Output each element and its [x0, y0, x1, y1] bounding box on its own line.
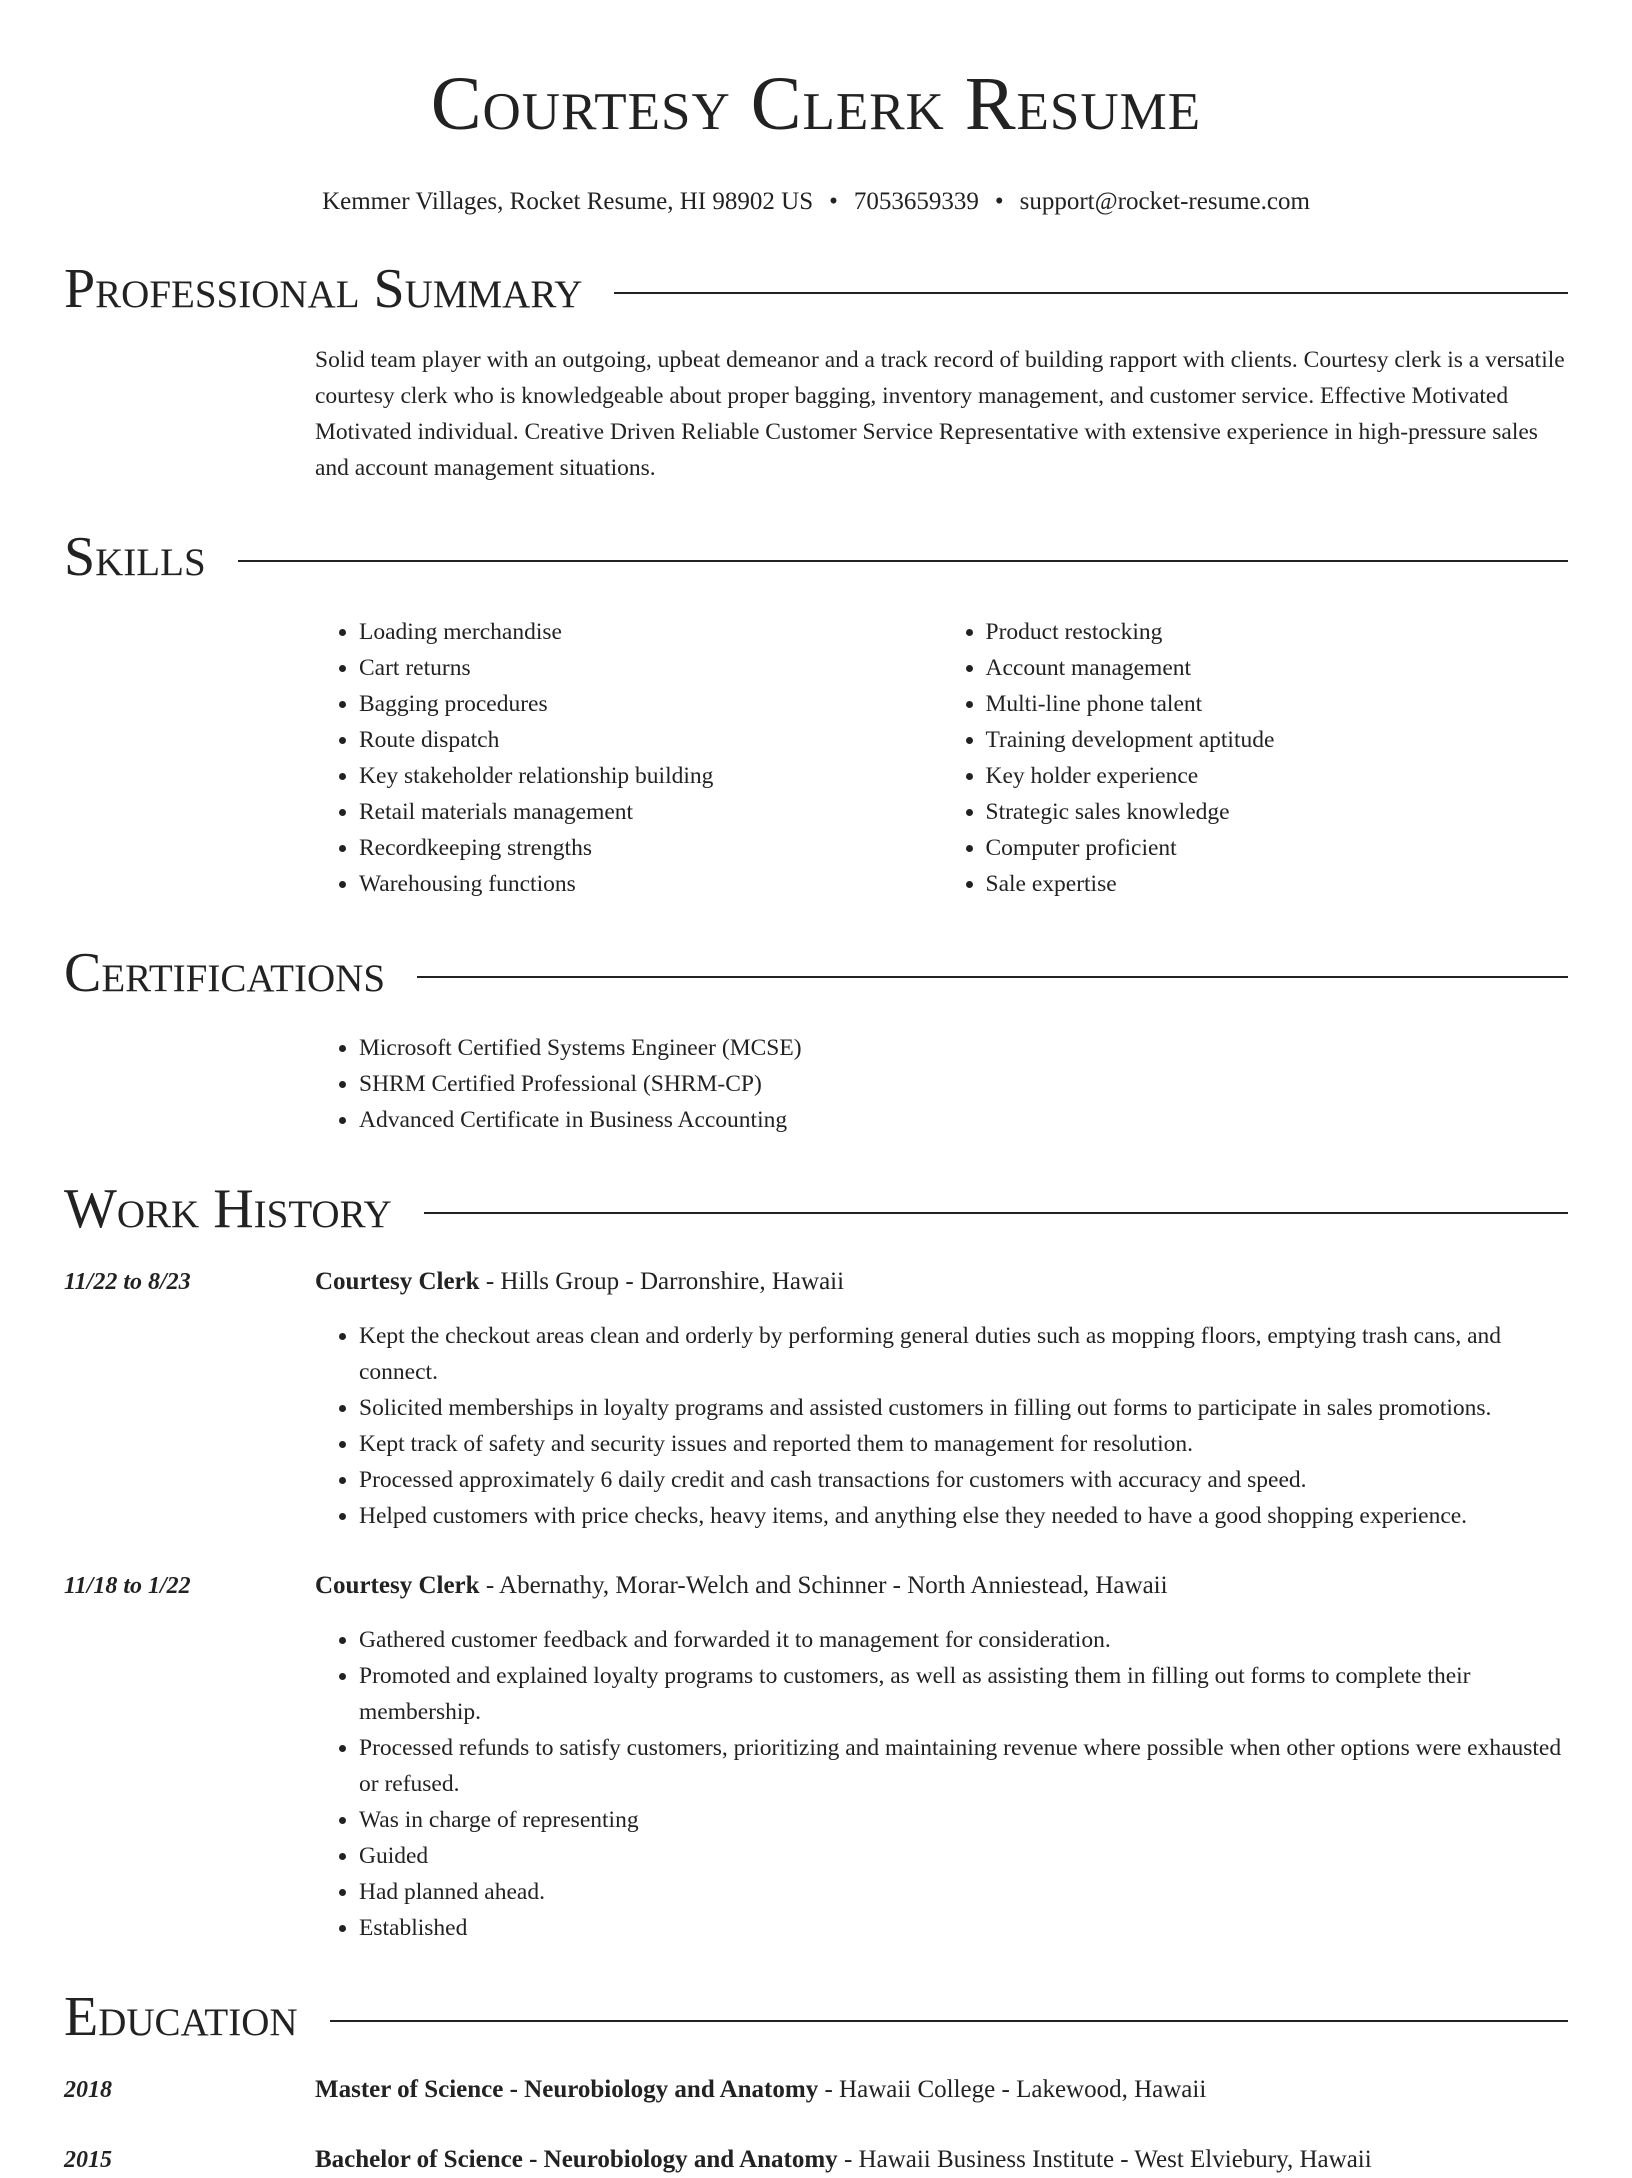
- education-row: [64, 2142, 1568, 2178]
- job-title: Courtesy Clerk: [315, 1268, 480, 1295]
- job-title: Courtesy Clerk: [315, 1572, 480, 1599]
- education-line: [315, 2072, 1206, 2108]
- job-duties-list: [315, 1318, 1568, 1534]
- job-duty-item: • Kept the checkout areas clean and orderly by performing general duties such as mopping floors, emptying trash cans, and connect.: [359, 1318, 1568, 1390]
- job-header: [64, 1264, 1568, 1300]
- contact-phone: 7053659339: [853, 188, 979, 215]
- contact-separator: •: [829, 188, 838, 215]
- skill-item: • Account management: [986, 650, 1569, 686]
- contact-line: [64, 186, 1568, 218]
- certification-item: • Microsoft Certified Systems Engineer (MCSE): [359, 1030, 1568, 1066]
- job-duty-item: • Processed refunds to satisfy customers, prioritizing and maintaining revenue where possible when other options were exhausted or refused.: [359, 1730, 1568, 1802]
- education-year: 2015: [64, 2147, 112, 2173]
- education-line: [315, 2142, 1372, 2178]
- education-row: [64, 2072, 1568, 2108]
- job-employer: - Abernathy, Morar-Welch and Schinner - North Anniestead, Hawaii: [479, 1572, 1168, 1599]
- job-dates: 11/18 to 1/22: [64, 1573, 191, 1599]
- skill-item: • Strategic sales knowledge: [986, 794, 1569, 830]
- skills-list-right: [942, 614, 1569, 902]
- section-divider: [330, 2020, 1568, 2022]
- skill-item: • Key stakeholder relationship building: [359, 758, 942, 794]
- skill-item: • Retail materials management: [359, 794, 942, 830]
- job-title-line: [315, 1568, 1168, 1604]
- skill-item: • Warehousing functions: [359, 866, 942, 902]
- skill-item: • Route dispatch: [359, 722, 942, 758]
- job-title-line: [315, 1264, 844, 1300]
- work-history-section-header: [64, 1174, 1568, 1244]
- skill-item: • Loading merchandise: [359, 614, 942, 650]
- education-school: - Hawaii Business Institute - West Elviebury, Hawaii: [837, 2146, 1372, 2173]
- job-duty-item: • Guided: [359, 1838, 1568, 1874]
- job-dates: 11/22 to 8/23: [64, 1269, 191, 1295]
- contact-separator: •: [994, 188, 1004, 215]
- education-school: - Hawaii College - Lakewood, Hawaii: [818, 2076, 1207, 2103]
- job-duty-item: • Was in charge of representing: [359, 1802, 1568, 1838]
- job-duties: [315, 1622, 1568, 1946]
- job-duty-item: • Promoted and explained loyalty programs to customers, as well as assisting them in filling out forms to complete their membership.: [359, 1658, 1568, 1730]
- skill-item: • Sale expertise: [986, 866, 1569, 902]
- section-divider: [614, 292, 1568, 294]
- education-body: [64, 2072, 1568, 2178]
- skills-heading: Skills: [64, 526, 206, 588]
- job-duties: [315, 1318, 1568, 1534]
- certifications-body: [315, 1030, 1568, 1138]
- education-heading: Education: [64, 1986, 298, 2048]
- work-history-heading: Work History: [64, 1178, 392, 1240]
- job-duty-item: • Had planned ahead.: [359, 1874, 1568, 1910]
- certifications-heading: Certifications: [64, 942, 386, 1004]
- job-duty-item: • Gathered customer feedback and forwarded it to management for consideration.: [359, 1622, 1568, 1658]
- skill-item: • Recordkeeping strengths: [359, 830, 942, 866]
- skill-item: • Product restocking: [986, 614, 1569, 650]
- section-divider: [417, 976, 1568, 978]
- job-duty-item: • Kept track of safety and security issues and reported them to management for resolution.: [359, 1426, 1568, 1462]
- skill-item: • Bagging procedures: [359, 686, 942, 722]
- certifications-list: [315, 1030, 1568, 1138]
- skill-item: • Key holder experience: [986, 758, 1569, 794]
- job-duty-item: • Established: [359, 1910, 1568, 1946]
- job-header: [64, 1568, 1568, 1604]
- skill-item: • Cart returns: [359, 650, 942, 686]
- job-duties-list: [315, 1622, 1568, 1946]
- skills-columns: [315, 614, 1568, 902]
- job-entry: [64, 1568, 1568, 1946]
- job-duty-item: • Helped customers with price checks, heavy items, and anything else they needed to have a good shopping experience.: [359, 1498, 1568, 1534]
- section-divider: [238, 560, 1568, 562]
- contact-address: Kemmer Villages, Rocket Resume, HI 98902 US: [322, 188, 814, 215]
- job-duty-item: • Solicited memberships in loyalty programs and assisted customers in filling out forms to participate in sales promotions.: [359, 1390, 1568, 1426]
- job-employer: - Hills Group - Darronshire, Hawaii: [479, 1268, 845, 1295]
- skills-section-header: [64, 522, 1568, 592]
- certification-item: • Advanced Certificate in Business Accounting: [359, 1102, 1568, 1138]
- summary-text: Solid team player with an outgoing, upbeat demeanor and a track record of building rapport with clients. Courtesy clerk is a versatile courtesy clerk who is knowledgeable about proper bagging, inventory management, and customer service. Effective Motivated Motivated individual. Creative Driven Reliable Customer Service Representative with extensive experience in high-pressure sales and account management situations.: [315, 347, 1565, 481]
- job-entry: [64, 1264, 1568, 1534]
- education-section-header: [64, 1982, 1568, 2052]
- contact-email: support@rocket-resume.com: [1019, 188, 1310, 215]
- summary-section-header: [64, 254, 1568, 324]
- education-entry: [64, 2142, 1568, 2178]
- skill-item: • Training development aptitude: [986, 722, 1569, 758]
- education-entry: [64, 2072, 1568, 2108]
- education-degree: Master of Science - Neurobiology and Anatomy: [315, 2076, 819, 2103]
- certifications-section-header: [64, 938, 1568, 1008]
- skill-item: • Multi-line phone talent: [986, 686, 1569, 722]
- certification-item: • SHRM Certified Professional (SHRM-CP): [359, 1066, 1568, 1102]
- skill-item: • Computer proficient: [986, 830, 1569, 866]
- section-divider: [424, 1212, 1568, 1214]
- job-duty-item: • Processed approximately 6 daily credit and cash transactions for customers with accuracy and speed.: [359, 1462, 1568, 1498]
- resume-title: Courtesy Clerk Resume: [430, 62, 1202, 146]
- education-degree: Bachelor of Science - Neurobiology and Anatomy: [315, 2146, 838, 2173]
- summary-heading: Professional Summary: [64, 258, 583, 320]
- education-year: 2018: [64, 2077, 112, 2103]
- skills-list-left: [315, 614, 942, 902]
